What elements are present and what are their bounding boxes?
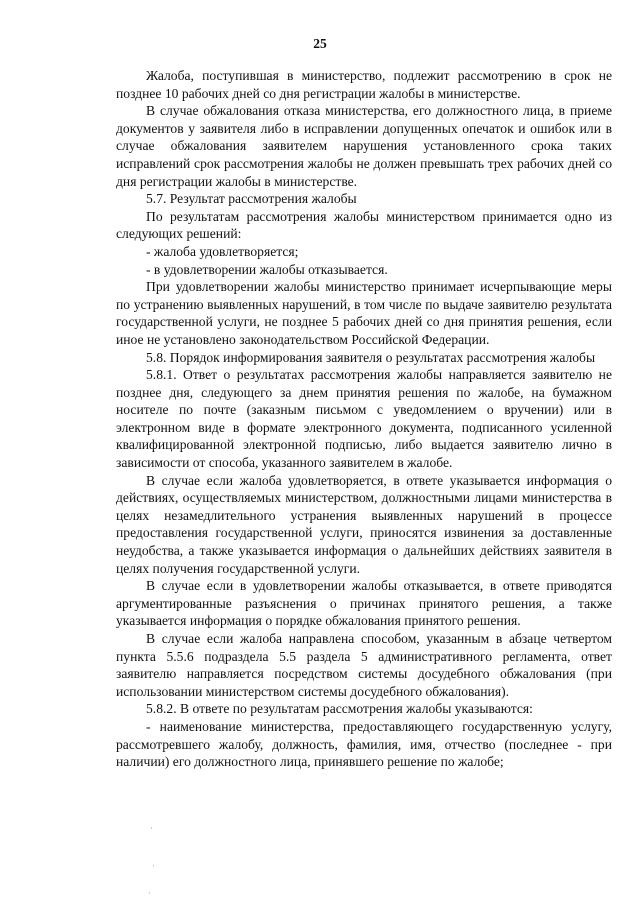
- page-number: 25: [313, 36, 327, 51]
- paragraph-appeal-refusal: В случае обжалования отказа министерства, его должностного лица, в приеме документов у заявителя либо в исправлении допущенных опечаток и ошибок или в случае обжалования заявителем нарушения установленного срока таких исправлений срок рассмотрения жалобы не должен превышать трех рабочих дней со дня регистрации жалобы в министерстве.: [116, 103, 612, 189]
- section-heading-5-7: 5.7. Результат рассмотрения жалобы: [146, 191, 357, 207]
- paragraph-5-8-1: 5.8.1. Ответ о результатах рассмотрения жалобы направляется заявителю не позднее дня, следующего за днем принятия решения по жалобе, на бумажном носителе по почте (заказным письмом с уведомлением о вручении) или в электронном виде в формате электронного документа, подписанного усиленной квалифицированной электронной подписью, либо выдается заявителю лично в зависимости от способа, указанного заявителем в жалобе.: [116, 367, 612, 471]
- paragraph-satisfaction-measures: При удовлетворении жалобы министерство принимает исчерпывающие меры по устранению выявленных нарушений, в том числе по выдаче заявителю результата государственной услуги, не позднее 5 рабочих дней со дня принятия решения, если иное не установлено законодательством Российской Федерации.: [116, 279, 612, 347]
- scan-artifact: ·: [150, 823, 153, 833]
- scan-artifact: ·: [152, 861, 155, 871]
- list-item-refused: - в удовлетворении жалобы отказывается.: [146, 261, 388, 277]
- paragraph-if-satisfied: В случае если жалоба удовлетворяется, в ответе указывается информация о действиях, осуществляемых министерством, должностными лицами министерства в целях незамедлительного устранения выявленных нарушений в процессе предоставления государственной услуги, приносятся извинения за доставленные неудобства, а также указывается информация о дальнейших действиях заявителя в целях получения государственной услуги.: [116, 472, 612, 576]
- paragraph-complaint-deadline: Жалоба, поступившая в министерство, подлежит рассмотрению в срок не позднее 10 рабочих дней со дня регистрации жалобы в министерстве.: [116, 68, 612, 101]
- list-item-ministry-name: - наименование министерства, предоставляющего государственную услугу, рассмотревшего жалобу, должность, фамилия, имя, отчество (последнее - при наличии) его должностного лица, принявшего решение по жалобе;: [116, 718, 612, 770]
- paragraph-decisions-intro: По результатам рассмотрения жалобы министерством принимается одно из следующих решений:: [116, 208, 612, 242]
- paragraph-5-8-2: 5.8.2. В ответе по результатам рассмотрения жалобы указываются:: [146, 701, 533, 717]
- paragraph-if-refused: В случае если в удовлетворении жалобы отказывается, в ответе приводятся аргументированные разъяснения о причинах принятого решения, а также указывается информация о порядке обжалования принятого решения.: [116, 578, 612, 629]
- section-heading-5-8: 5.8. Порядок информирования заявителя о результатах рассмотрения жалобы: [146, 349, 596, 365]
- document-body: [116, 67, 612, 771]
- list-item-satisfied: - жалоба удовлетворяется;: [146, 243, 299, 259]
- paragraph-pretrial-system: В случае если жалоба направлена способом, указанным в абзаце четвертом пункта 5.5.6 подраздела 5.5 раздела 5 административного регламента, ответ заявителю направляется посредством системы досудебного обжалования (при использовании министерством системы досудебного обжалования).: [116, 631, 612, 699]
- scan-artifact: ·: [148, 888, 151, 898]
